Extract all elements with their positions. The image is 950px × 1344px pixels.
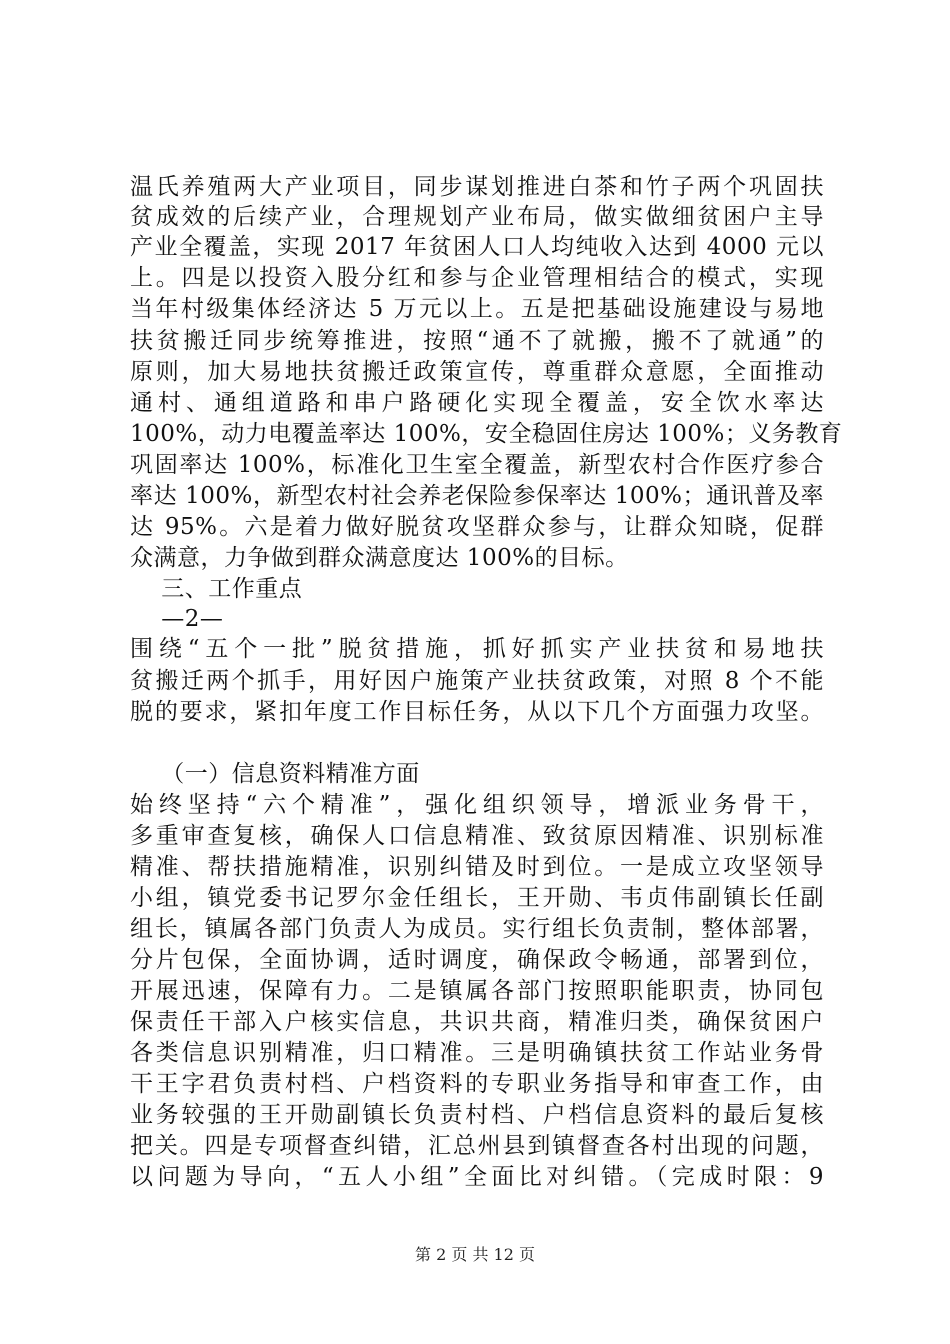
text-line: 始终坚持“六个精准”，强化组织领导，增派业务骨干， xyxy=(130,792,824,818)
inline-page-marker: —2— xyxy=(130,606,224,632)
text-line: 巩固率达 100%，标准化卫生室全覆盖，新型农村合作医疗参合 xyxy=(130,452,824,478)
text-line: 业务较强的王开勋副镇长负责村档、户档信息资料的最后复核 xyxy=(130,1102,824,1128)
text-line: 通村、通组道路和串户路硬化实现全覆盖，安全饮水率达 xyxy=(130,390,824,416)
text-line: 把关。四是专项督查纠错，汇总州县到镇督查各村出现的问题， xyxy=(130,1133,824,1159)
text-line: 多重审查复核，确保人口信息精准、致贫原因精准、识别标准 xyxy=(130,823,824,849)
page-footer: 第 2 页 共 12 页 xyxy=(415,1245,535,1264)
text-line: 围绕“五个一批”脱贫措施，抓好抓实产业扶贫和易地扶 xyxy=(130,636,824,662)
text-line: 分片包保，全面协调，适时调度，确保政令畅通，部署到位， xyxy=(130,947,824,973)
text-line: 以问题为导向，“五人小组”全面比对纠错。（完成时限：9 xyxy=(130,1164,824,1190)
text-line: 脱的要求，紧扣年度工作目标任务，从以下几个方面强力攻坚。 xyxy=(130,699,824,725)
text-line: 100%，动力电覆盖率达 100%，安全稳固住房达 100%；义务教育 xyxy=(130,421,843,447)
text-line: 各类信息识别精准，归口精准。三是明确镇扶贫工作站业务骨 xyxy=(130,1040,824,1066)
section-heading: 三、工作重点 xyxy=(130,576,303,602)
text-line: 干王字君负责村档、户档资料的专职业务指导和审查工作，由 xyxy=(130,1071,824,1097)
text-line: 精准、帮扶措施精准，识别纠错及时到位。一是成立攻坚领导 xyxy=(130,854,824,880)
subsection-heading: （一）信息资料精准方面 xyxy=(130,761,420,787)
text-line: 扶贫搬迁同步统筹推进，按照“通不了就搬，搬不了就通”的 xyxy=(130,328,824,354)
text-line: 保责任干部入户核实信息，共识共商，精准归类，确保贫困户 xyxy=(130,1009,824,1035)
text-line: 小组，镇党委书记罗尔金任组长，王开勋、韦贞伟副镇长任副 xyxy=(130,885,824,911)
text-line: 上。四是以投资入股分红和参与企业管理相结合的模式，实现 xyxy=(130,265,824,291)
text-line: 众满意，力争做到群众满意度达 100%的目标。 xyxy=(130,545,629,571)
text-line: 产业全覆盖，实现 2017 年贫困人口人均纯收入达到 4000 元以 xyxy=(130,234,824,260)
text-line: 当年村级集体经济达 5 万元以上。五是把基础设施建设与易地 xyxy=(130,296,824,322)
text-line: 温氏养殖两大产业项目，同步谋划推进白茶和竹子两个巩固扶 xyxy=(130,174,824,200)
text-line: 贫搬迁两个抓手，用好因户施策产业扶贫政策，对照 8 个不能 xyxy=(130,668,824,694)
text-line: 达 95%。六是着力做好脱贫攻坚群众参与，让群众知晓，促群 xyxy=(130,514,824,540)
text-line: 开展迅速，保障有力。二是镇属各部门按照职能职责，协同包 xyxy=(130,978,824,1004)
text-line: 率达 100%，新型农村社会养老保险参保率达 100%；通讯普及率 xyxy=(130,483,824,509)
text-line: 组长，镇属各部门负责人为成员。实行组长负责制，整体部署， xyxy=(130,916,824,942)
text-line: 贫成效的后续产业，合理规划产业布局，做实做细贫困户主导 xyxy=(130,204,824,230)
text-line: 原则，加大易地扶贫搬迁政策宣传，尊重群众意愿，全面推动 xyxy=(130,359,824,385)
